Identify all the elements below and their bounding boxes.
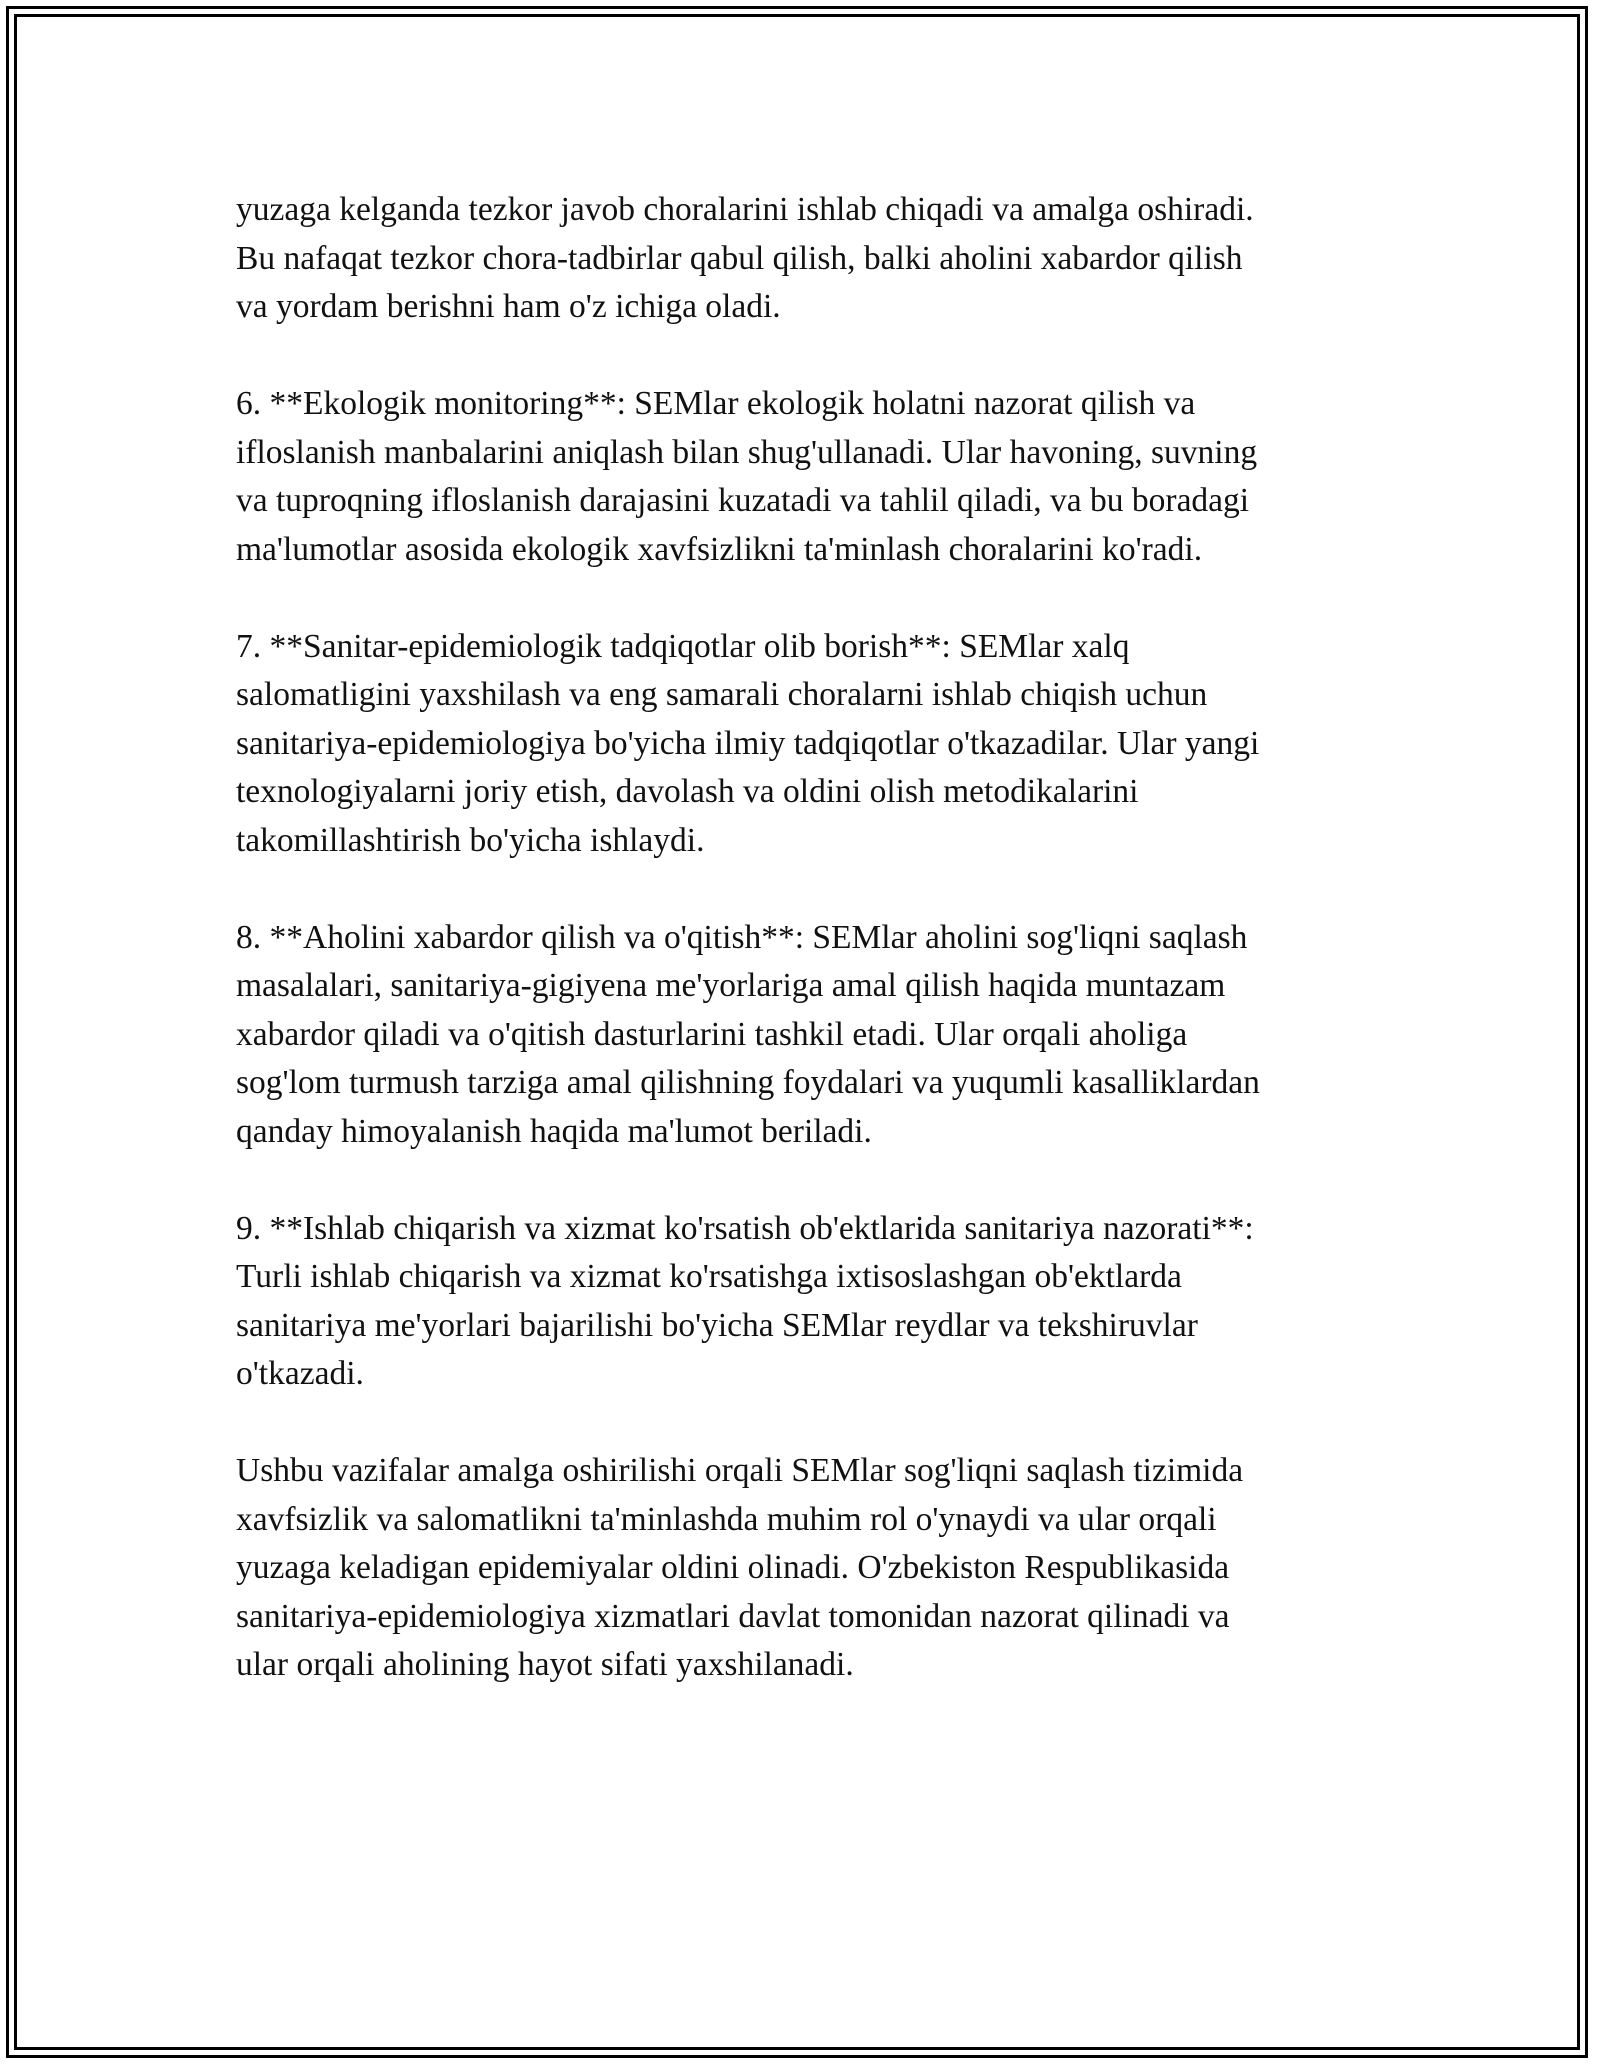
paragraph-item-9-sanitariya-nazorati: 9. **Ishlab chiqarish va xizmat ko'rsatish ob'ektlarida sanitariya nazorati**: Turli ishlab chiqarish va xizmat ko'rsatishga ixtisoslashgan ob'ektlarda sanitariya me'yorlari bajarilishi bo'yicha SEMlar reydlar va tekshiruvlar o'tkazadi. — [236, 1209, 1254, 1392]
paragraph-continuation: yuzaga kelganda tezkor javob choralarini ishlab chiqadi va amalga oshiradi. Bu nafaqat tezkor chora-tadbirlar qabul qilish, balki aholini xabardor qilish va yordam berishni ham o'z ichiga oladi. — [236, 191, 1254, 325]
paragraph-item-7-sanitar-tadqiqotlar: 7. **Sanitar-epidemiologik tadqiqotlar olib borish**: SEMlar xalq salomatligini yaxshilash va eng samarali choralarni ishlab chiqish uchun sanitariya-epidemiologiya bo'yicha ilmiy tadqiqotlar o'tkazadilar. Ular yangi texnologiyalarni joriy etish, davolash va oldini olish metodikalarini takomillashtirish bo'yicha ishlaydi. — [236, 627, 1260, 859]
paragraph-conclusion: Ushbu vazifalar amalga oshirilishi orqali SEMlar sog'liqni saqlash tizimida xavfsizlik va salomatlikni ta'minlashda muhim rol o'ynaydi va ular orqali yuzaga keladigan epidemiyalar oldini olinadi. O'zbekiston Respublikasida sanitariya-epidemiologiya xizmatlari davlat tomonidan nazorat qilinadi va ular orqali aholining hayot sifati yaxshilanadi. — [236, 1452, 1244, 1683]
paragraph-item-6-ekologik-monitoring: 6. **Ekologik monitoring**: SEMlar ekologik holatni nazorat qilish va ifloslanish manbalarini aniqlash bilan shug'ullanadi. Ular havoning, suvning va tuproqning ifloslanish darajasini kuzatadi va tahlil qiladi, va bu boradagi ma'lumotlar asosida ekologik xavfsizlikni ta'minlash choralarini ko'radi. — [236, 385, 1258, 568]
paragraph-item-8-aholini-xabardor-qilish: 8. **Aholini xabardor qilish va o'qitish**: SEMlar aholini sog'liqni saqlash masalalari, sanitariya-gigiyena me'yorlariga amal qilish haqida muntazam xabardor qiladi va o'qitish dasturlarini tashkil etadi. Ular orqali aholiga sog'lom turmush tarziga amal qilishning foydalari va yuqumli kasalliklardan qanday himoyalanish haqida ma'lumot beriladi. — [236, 918, 1260, 1150]
document-body — [236, 186, 1366, 1738]
